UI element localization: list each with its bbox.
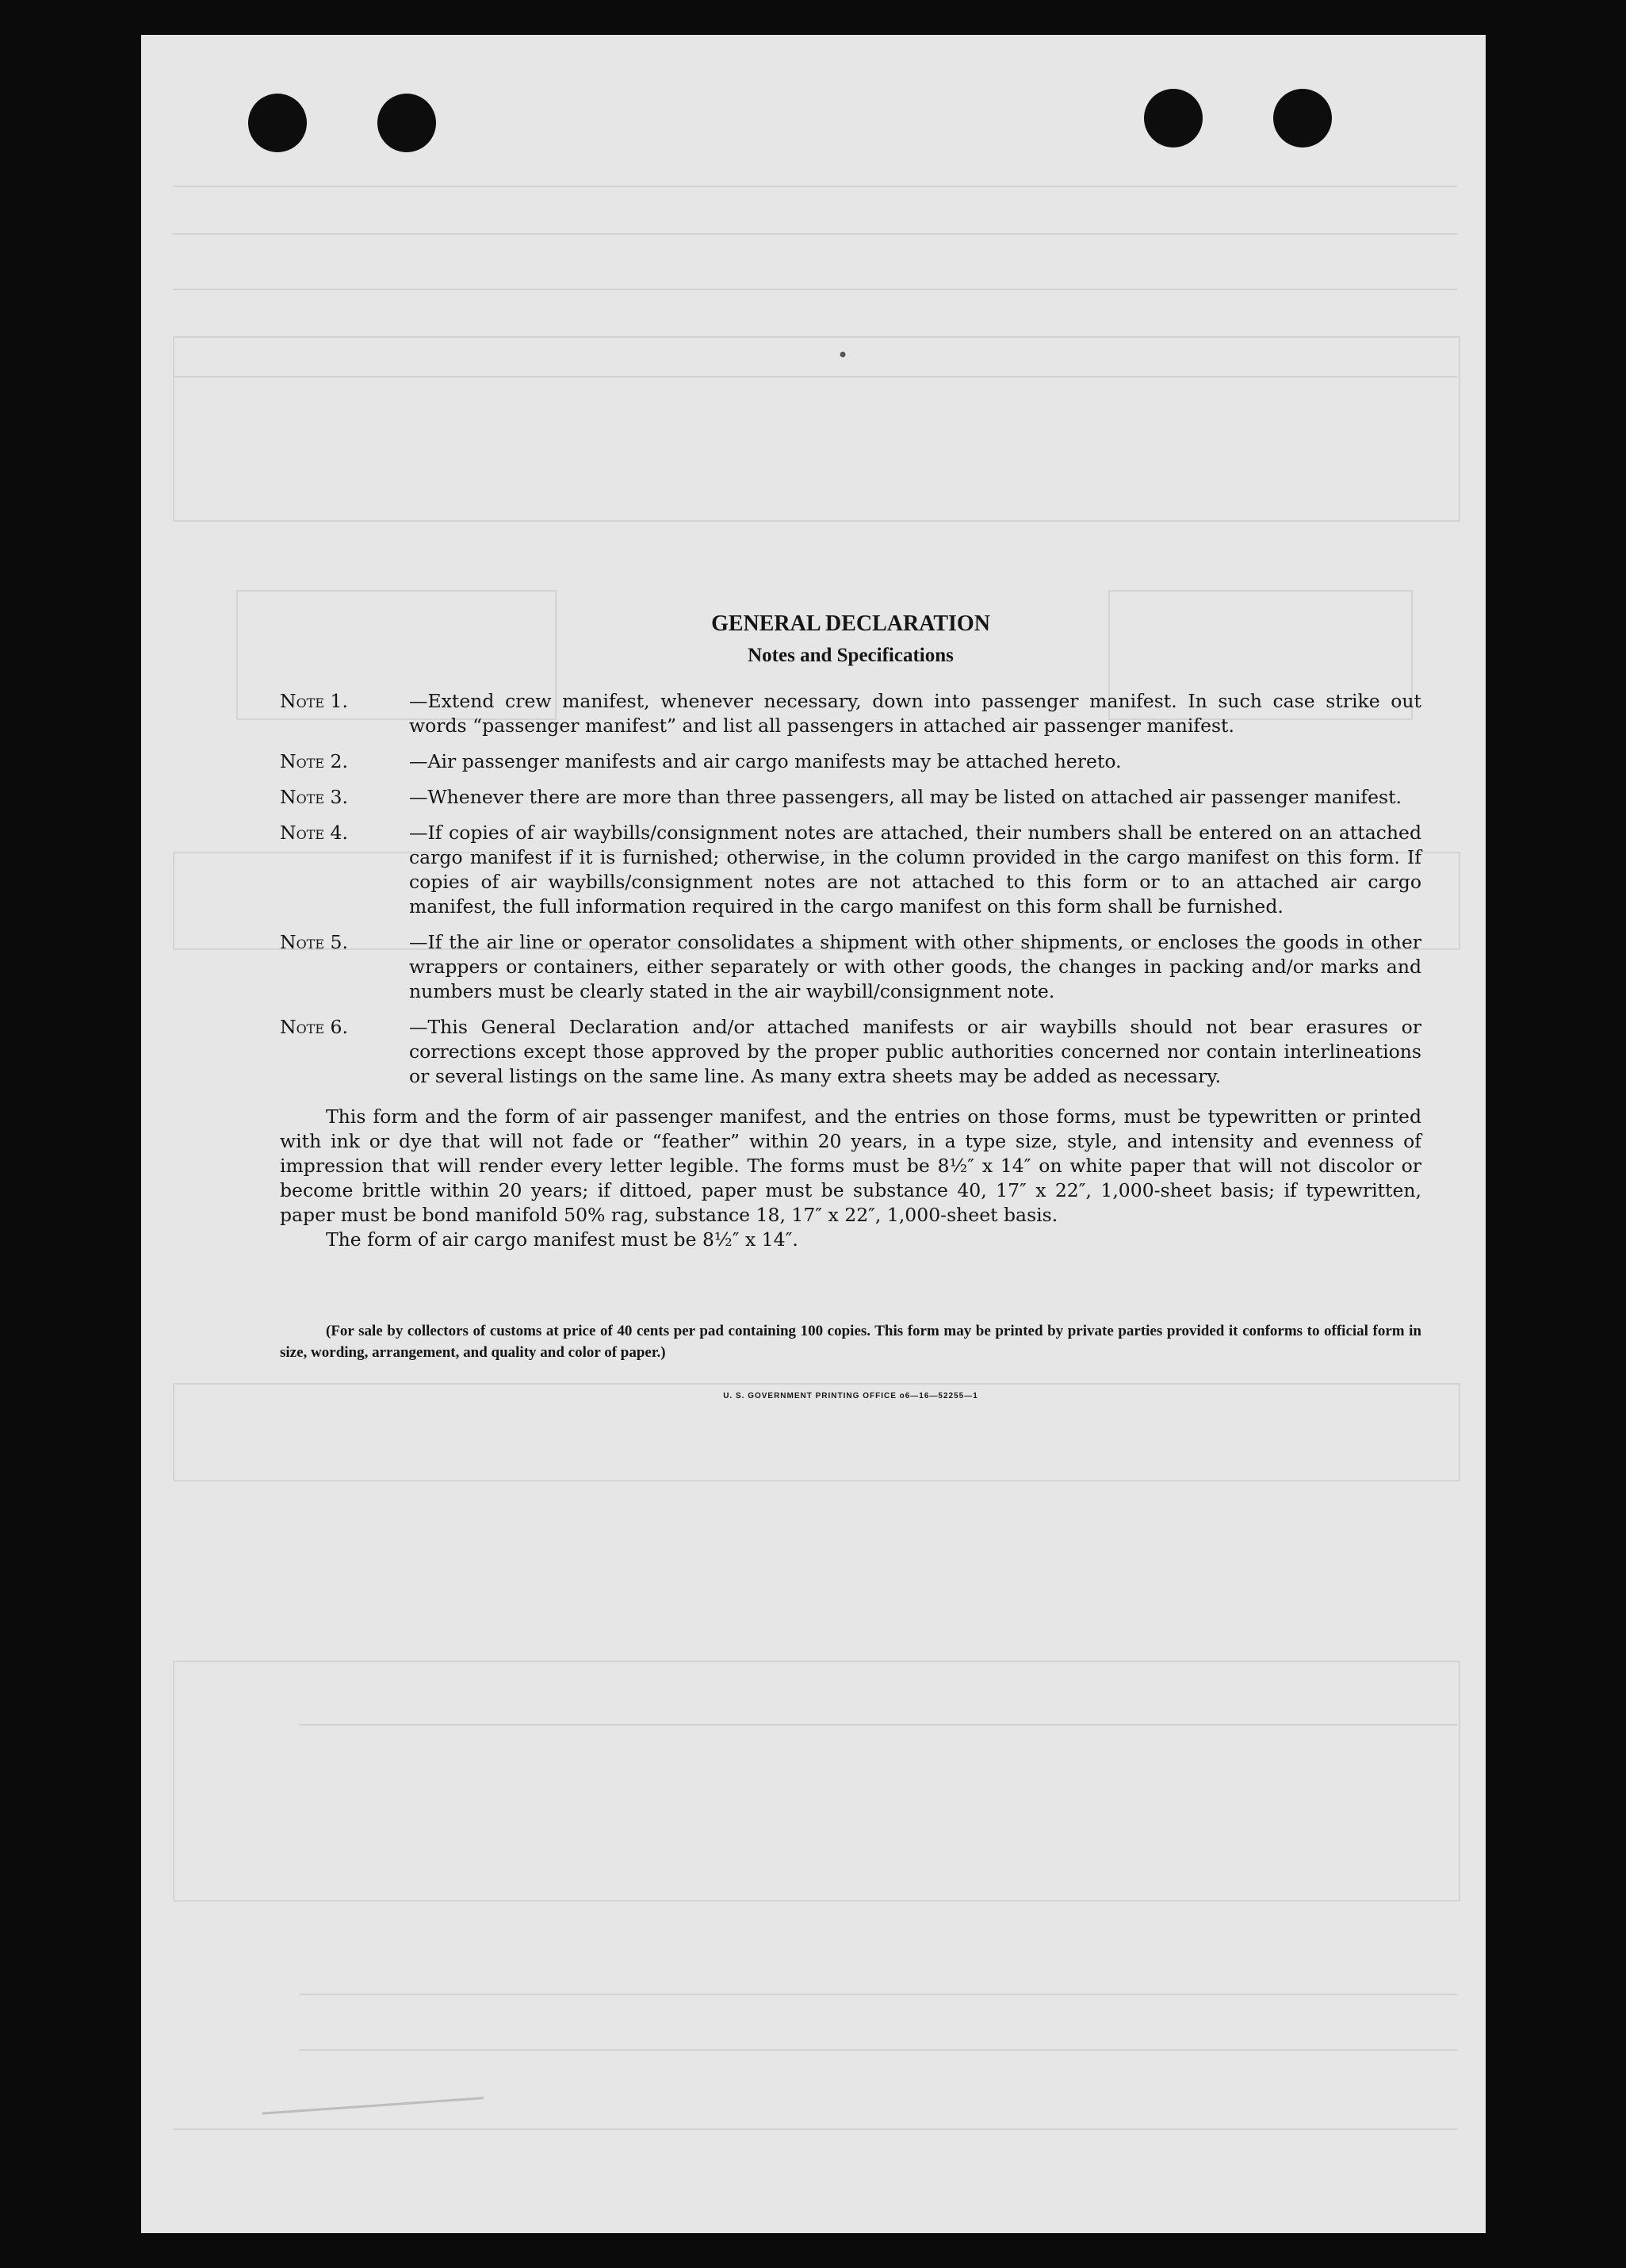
ghost-table: [173, 336, 1460, 522]
note-label: Note 4.: [280, 822, 348, 844]
ghost-rule: [300, 1724, 1457, 1726]
punch-hole: [1144, 89, 1203, 147]
cargo-manifest-size: The form of air cargo manifest must be 8½″ x 14″.: [326, 1228, 798, 1251]
note-text: —If copies of air waybills/consignment notes are attached, their numbers shall be entered on an attached cargo manifest if it is furnished; otherwise, in the column provided in the cargo manifest on this form. If copies of air waybills/consignment notes are not attached to this form or to an attached air cargo manifest, the full information required in the cargo manifest on this form shall be furnished.: [409, 822, 1421, 918]
note-label: Note 1.: [280, 690, 348, 712]
note-5: [280, 930, 1421, 1004]
printer-imprint: U. S. GOVERNMENT PRINTING OFFICE o6—16—52255—1: [723, 1392, 978, 1400]
note-text: —This General Declaration and/or attached manifests or air waybills should not bear erasures or corrections except those approved by the proper public authorities concerned nor contain interlineations or several listings on the same line. As many extra sheets may be added as necessary.: [409, 1016, 1421, 1087]
note-label: Note 3.: [280, 786, 348, 808]
sale-note: (For sale by collectors of customs at price of 40 cents per pad containing 100 copies. This form may be printed by private parties provided it conforms to official form in size, wording, arrangement, and quality and color of paper.): [280, 1323, 1421, 1361]
note-4: [280, 821, 1421, 919]
document-page: [141, 35, 1486, 2233]
note-2: [280, 749, 1421, 774]
punch-hole: [1273, 89, 1332, 147]
note-label: Note 2.: [280, 750, 348, 772]
ink-dot: •: [837, 344, 849, 366]
page-title: GENERAL DECLARATION: [711, 611, 990, 636]
ghost-signature: [258, 2041, 484, 2114]
ghost-rule: [173, 376, 1457, 377]
ghost-rule: [300, 1994, 1457, 1995]
note-text: —Extend crew manifest, whenever necessary, down into passenger manifest. In such case strike out words “passenger manifest” and list all passengers in attached air passenger manifest.: [409, 690, 1421, 737]
note-label: Note 6.: [280, 1016, 348, 1038]
note-3: [280, 785, 1421, 810]
notes-content: [280, 611, 1421, 1400]
punch-hole: [248, 94, 307, 152]
ghost-rule: [173, 186, 1457, 187]
ghost-rule: [173, 289, 1457, 290]
note-text: —If the air line or operator consolidates a shipment with other shipments, or encloses the goods in other wrappers or containers, either separately or with other goods, the changes in packing and/or marks and numbers must be clearly stated in the air waybill/consignment note.: [409, 931, 1421, 1002]
specification-paragraph: This form and the form of air passenger manifest, and the entries on those forms, must be typewritten or printed with ink or dye that will not fade or “feather” within 20 years, in a type size, style, and intensity and evenness of impression that will render every letter legible. The forms must be 8½″ x 14″ on white paper that will not discolor or become brittle within 20 years; if dittoed, paper must be substance 40, 17″ x 22″, 1,000-sheet basis; if typewritten, paper must be bond manifold 50% rag, substance 18, 17″ x 22″, 1,000-sheet basis.: [280, 1105, 1421, 1226]
ghost-rule: [173, 233, 1457, 235]
ghost-table: [173, 1661, 1460, 1902]
note-text: —Air passenger manifests and air cargo manifests may be attached hereto.: [409, 750, 1122, 772]
page-subtitle: Notes and Specifications: [748, 645, 954, 666]
punch-hole: [377, 94, 436, 152]
note-1: [280, 689, 1421, 738]
note-text: —Whenever there are more than three passengers, all may be listed on attached air passenger manifest.: [409, 786, 1402, 808]
note-6: [280, 1015, 1421, 1089]
ghost-rule: [173, 2128, 1457, 2130]
note-label: Note 5.: [280, 931, 348, 953]
